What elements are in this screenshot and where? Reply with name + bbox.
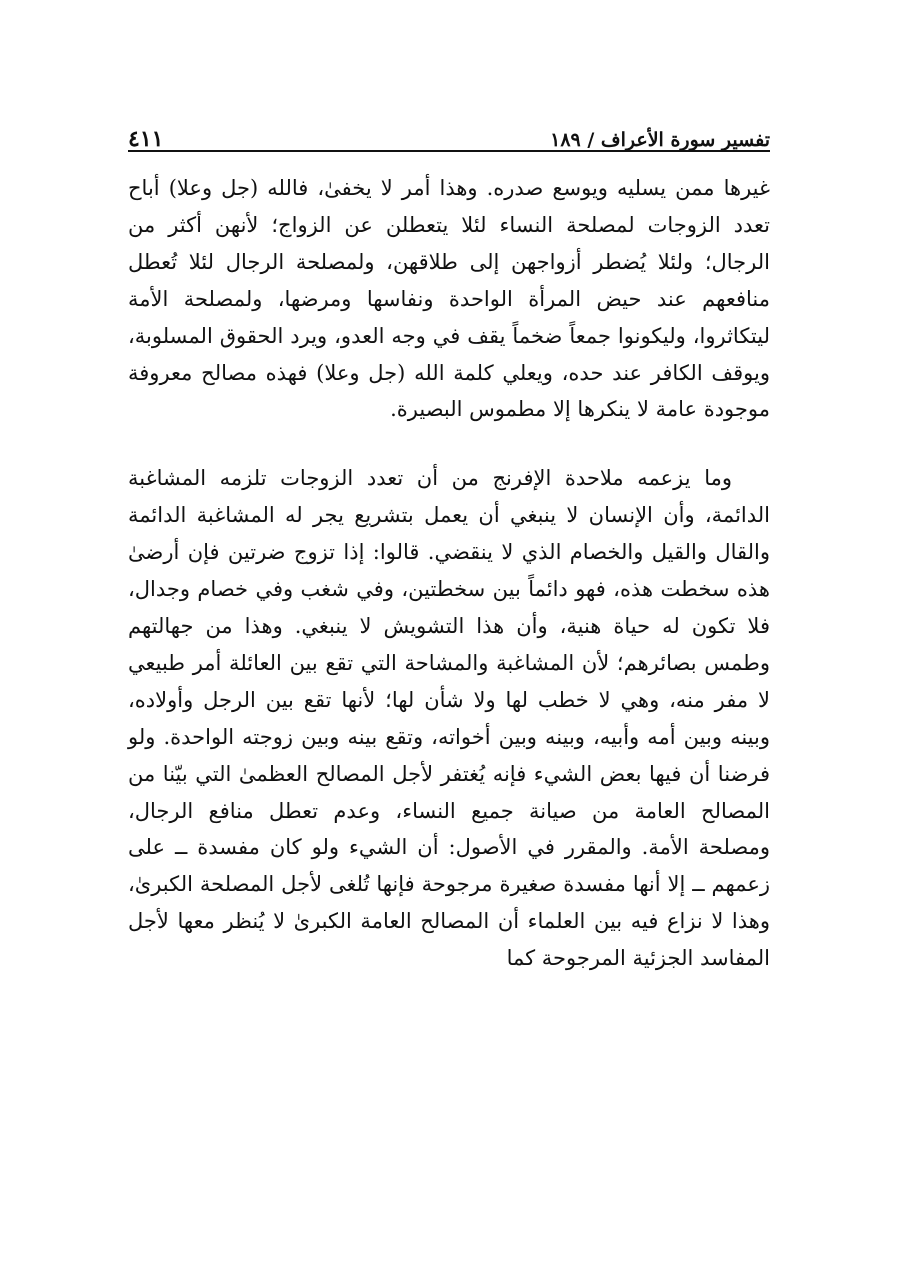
book-page <box>128 108 770 977</box>
paragraph: وما يزعمه ملاحدة الإفرنج من أن تعدد الزوجات تلزمه المشاغبة الدائمة، وأن الإنسان لا ينبغي أن يعمل بتشريع يجر له المشاغبة الدائمة والقال والقيل والخصام الذي لا ينقضي. قالوا: إذا تزوج ضرتين فإن أرضىٰ هذه سخطت هذه، فهو دائماً بين سخطتين، وفي شغب وفي خصام وجدال، فلا تكون له حياة هنية، وأن هذا التشويش لا ينبغي. وهذا من جهالتهم وطمس بصائرهم؛ لأن المشاغبة والمشاحة التي تقع بين العائلة أمر طبيعي لا مفر منه، وهي لا خطب لها ولا شأن لها؛ لأنها تقع بين الرجل وأولاده، وبينه وبين أمه وأبيه، وبينه وبين أخواته، وتقع بينه وبين زوجته الواحدة. ولو فرضنا أن فيها بعض الشيء فإنه يُغتفر لأجل المصالح العظمىٰ التي بيّنا من المصالح العامة من صيانة جميع النساء، وعدم تعطل منافع الرجال، ومصلحة الأمة. والمقرر في الأصول: أن الشيء ولو كان مفسدة ــ على زعمهم ــ إلا أنها مفسدة صغيرة مرجوحة فإنها تُلغى لأجل المصلحة الكبرىٰ، وهذا لا نزاع فيه بين العلماء أن المصالح العامة الكبرىٰ لا يُنظر معها لأجل المفاسد الجزئية المرجوحة كما <box>128 466 770 971</box>
running-title: تفسير سورة الأعراف / ١٨٩ <box>550 129 770 151</box>
running-header <box>128 108 770 152</box>
body-text <box>128 170 770 977</box>
paragraph: غيرها ممن يسليه ويوسع صدره. وهذا أمر لا يخفىٰ، فالله (جل وعلا) أباح تعدد الزوجات لمصلحة النساء لئلا يتعطلن عن الزواج؛ لأنهن أكثر من الرجال؛ ولئلا يُضطر أزواجهن إلى طلاقهن، ولمصلحة الرجال لئلا تُعطل منافعهم عند حيض المرأة الواحدة ونفاسها ومرضها، ولمصلحة الأمة ليتكاثروا، وليكونوا جمعاً ضخماً يقف في وجه العدو، ويرد الحقوق المسلوبة، ويوقف الكافر عند حده، ويعلي كلمة الله (جل وعلا) فهذه مصالح معروفة موجودة عامة لا ينكرها إلا مطموس البصيرة. <box>128 176 770 422</box>
page-number: ٤١١ <box>128 126 164 152</box>
